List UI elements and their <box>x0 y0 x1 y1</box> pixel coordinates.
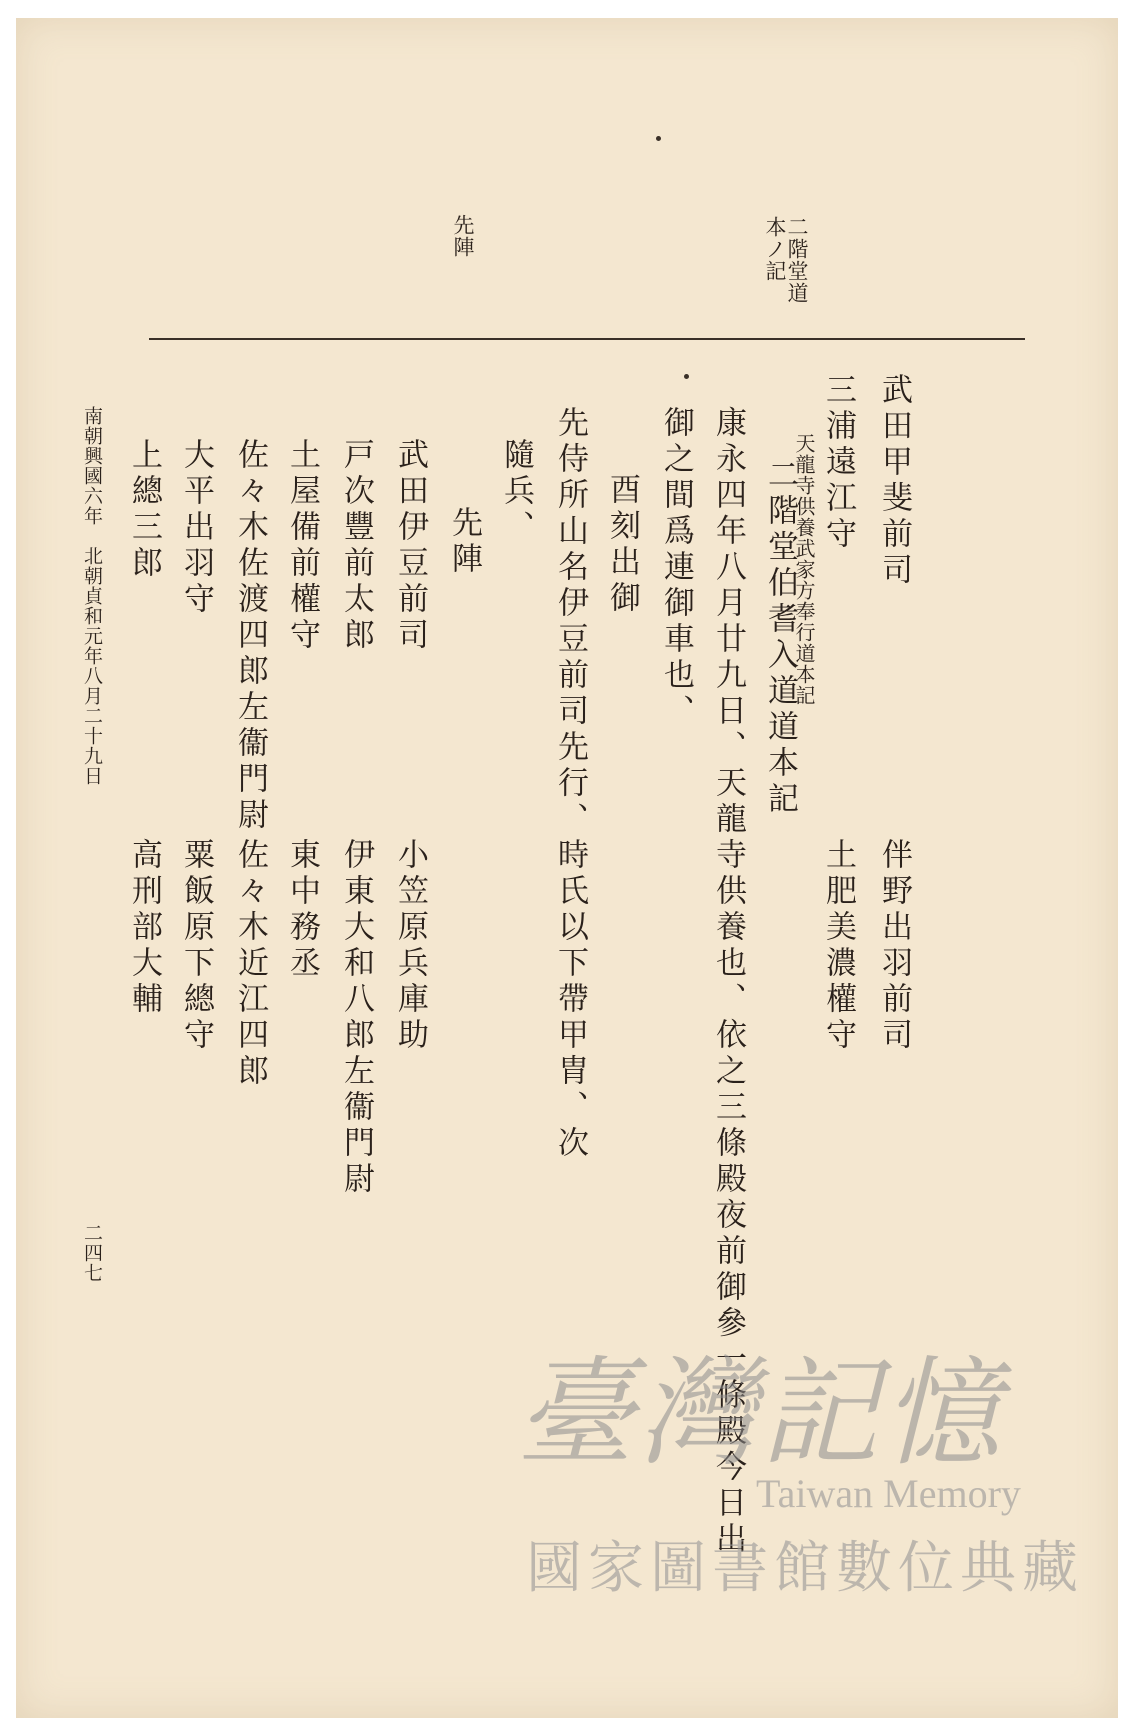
text-column-10: 先陣 <box>446 506 482 578</box>
ink-speck <box>684 374 689 379</box>
text-column-13-top: 土屋備前權守 <box>284 438 320 654</box>
watermark-subtitle: 國家圖書館數位典藏 <box>526 1536 1084 1599</box>
watermark-english: Taiwan Memory <box>756 1471 1021 1516</box>
text-column-1-top: 武田甲斐前司 <box>876 373 912 589</box>
text-column-11-top: 武田伊豆前司 <box>392 438 428 654</box>
text-column-6: 御之間爲連御車也、 <box>658 406 694 730</box>
header-rule <box>149 338 1025 340</box>
text-column-12-top: 戸次豐前太郎 <box>338 438 374 654</box>
document-page <box>16 18 1118 1718</box>
text-column-2-bottom: 土肥美濃權守 <box>820 838 856 1054</box>
text-column-5: 康永四年八月廿九日、天龍寺供養也、依之三條殿夜前御參一條殿今日出 <box>710 406 746 1558</box>
library-watermark <box>506 1318 1084 1618</box>
page-number: 二四七 <box>81 1223 103 1283</box>
text-column-9: 隨兵、 <box>498 438 534 546</box>
footer-date: 南朝興國六年 北朝貞和元年八月二十九日 <box>81 406 103 786</box>
text-column-7: 酉刻出御 <box>604 473 640 617</box>
text-column-16-top: 上總三郎 <box>126 438 162 582</box>
text-column-16-bottom: 高刑部大輔 <box>126 838 162 1018</box>
text-column-14-bottom: 佐々木近江四郎 <box>232 838 268 1090</box>
watermark-title: 臺灣記憶 <box>516 1344 1005 1482</box>
text-column-15-top: 大平出羽守 <box>178 438 214 618</box>
header-right-line2: 本ノ記 <box>763 216 787 282</box>
text-column-4-title: 二階堂伯耆入道道本記 <box>762 458 798 818</box>
ink-speck <box>656 136 661 141</box>
header-right-line1: 二階堂道 <box>785 216 809 304</box>
text-column-15-bottom: 粟飯原下總守 <box>178 838 214 1054</box>
text-column-11-bottom: 小笠原兵庫助 <box>392 838 428 1054</box>
header-left-label: 先陣 <box>451 214 475 258</box>
text-column-2-top: 三浦遠江守 <box>820 373 856 553</box>
text-column-3-note: 天龍寺供養武家方奉行道本記 <box>792 433 816 706</box>
text-column-13-bottom: 東中務丞 <box>284 838 320 982</box>
text-column-8: 先侍所山名伊豆前司先行、時氏以下帶甲胄、次 <box>552 406 588 1162</box>
text-column-12-bottom: 伊東大和八郎左衞門尉 <box>338 838 374 1198</box>
text-column-1-bottom: 伴野出羽前司 <box>876 838 912 1054</box>
text-column-14-top: 佐々木佐渡四郎左衞門尉 <box>232 438 268 834</box>
